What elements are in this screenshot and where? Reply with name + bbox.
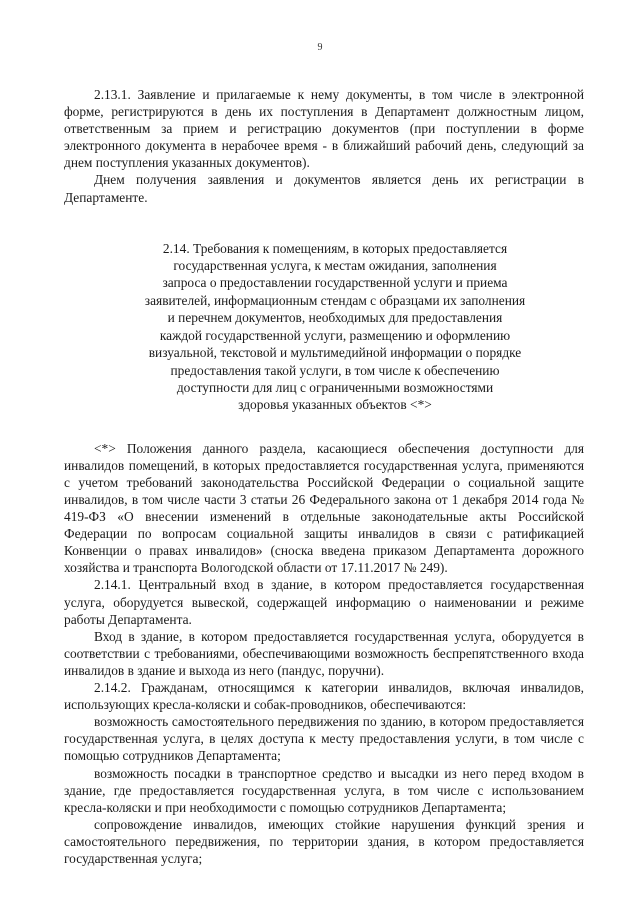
paragraph-2-13-1: 2.13.1. Заявление и прилагаемые к нему документы, в том числе в электронной форме, регистрируются в день их поступления в Департамент должностным лицом, ответственным за прием и регистрацию документов (при поступлении в форме электронного документа в нерабочее время - в ближайший рабочий день, следующий за днем поступления указанных документов). [64, 87, 584, 171]
heading-line: предоставления такой услуги, в том числе к обеспечению [170, 362, 500, 378]
heading-line: доступности для лиц с ограниченными возможностями [176, 379, 494, 395]
paragraph-2-14-1: 2.14.1. Центральный вход в здание, в котором предоставляется государственная услуга, оборудуется вывеской, содержащей информацию о наименовании и режиме работы Департамента. [64, 577, 584, 627]
heading-line: заявителей, информационным стендам с образцами их заполнения [144, 292, 526, 308]
paragraph-movement: возможность самостоятельного передвижения по зданию, в котором предоставляется государственная услуга, в целях доступа к месту предоставления услуги, в том числе с помощью сотрудников Департамента; [64, 714, 584, 764]
heading-line: здоровья указанных объектов <*> [238, 397, 432, 413]
footnote-paragraph: <*> Положения данного раздела, касающиеся обеспечения доступности для инвалидов помещений, в которых предоставляется государственная услуга, применяются с учетом требований законодательства Российской Федерации о социальной защите инвалидов, в том числе части 3 статьи 26 Федерального закона от 1 декабря 2014 года № 419-ФЗ «О внесении изменений в отдельные законодательные акты Российской Федерации по вопросам социальной защиты инвалидов в связи с ратификацией Конвенции о правах инвалидов» (сноска введена приказом Департамента дорожного хозяйства и транспорта Вологодской области от 17.11.2017 № 249). [64, 440, 584, 576]
paragraph-2-14-2: 2.14.2. Гражданам, относящимся к категории инвалидов, включая инвалидов, использующих кресла-коляски и собак-проводников, обеспечиваются: [64, 680, 584, 713]
heading-line: каждой государственной услуги, размещению и оформлению [159, 327, 511, 343]
paragraph-escort: сопровождение инвалидов, имеющих стойкие нарушения функций зрения и самостоятельного передвижения, по территории здания, в котором предоставляется государственная услуга; [64, 816, 584, 866]
paragraph-boarding: возможность посадки в транспортное средство и высадки из него перед входом в здание, где предоставляется государственная услуга, в том числе с использованием кресла-коляски и при необходимости с помощью сотрудников Департамента; [64, 765, 584, 815]
section-heading-2-14 [64, 240, 584, 414]
paragraph-entrance: Вход в здание, в котором предоставляется государственная услуга, оборудуется в соответствии с требованиями, обеспечивающими возможность беспрепятственного входа инвалидов в здание и выхода из него (пандус, поручни). [64, 628, 584, 678]
page-content [64, 86, 584, 867]
heading-line: визуальной, текстовой и мультимедийной информации о порядке [148, 345, 522, 361]
heading-line: и перечнем документов, необходимых для предоставления [167, 310, 503, 326]
heading-line: запроса о предоставлении государственной услуги и приема [162, 275, 508, 291]
heading-line: государственная услуга, к местам ожидания, заполнения [173, 258, 497, 274]
heading-line: 2.14. Требования к помещениям, в которых предоставляется [162, 240, 508, 256]
page-number: 9 [317, 42, 323, 53]
paragraph-registration-day: Днем получения заявления и документов является день их регистрации в Департаменте. [64, 172, 584, 205]
